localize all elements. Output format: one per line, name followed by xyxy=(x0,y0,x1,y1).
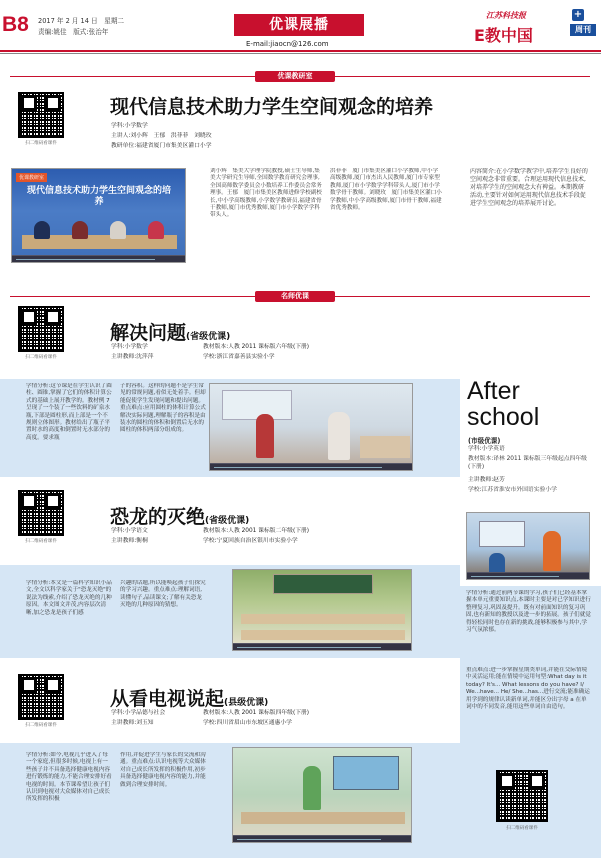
article2-school: 学校:浙江省嘉善县实验小学 xyxy=(203,354,275,360)
article4-textbook: 教材版本:人教 2001 课标版四年级(下册) xyxy=(203,710,310,716)
article4-school: 学校:四川省眉山市东坡区通惠小学 xyxy=(203,720,292,726)
article4-photo[interactable] xyxy=(232,747,412,843)
article4-analysis2: 作用,并促进学生与家长的交流和沟通。重点难点:认识电视等大众媒体对自己成长所发挥的积极作用,初步具备选择健康电视内容的能力,并能做到合理安排时间。 xyxy=(120,752,206,788)
masthead-rule-thin xyxy=(0,53,601,54)
article5-subject: 学科:小学英语 xyxy=(468,446,505,452)
article5-title-line2: school xyxy=(467,403,540,431)
teacher-figure xyxy=(303,766,321,810)
qr-code-article5[interactable] xyxy=(496,770,548,822)
article5-teacher: 主讲教师:赵芳 xyxy=(468,477,505,483)
article2-analysis2: 子的容积。这样的问题不是学生常见的常规问题,看似无处着手。但却能促使学生发现问题和提出问题。重点难点:应用圆柱的体积计算公式解决实际问题,理解瓶子的容积是由装水的圆柱的体积和倒置后无水的圆柱的体积两部分组成的。 xyxy=(120,383,206,434)
section-label-excellent: 优课教研室 xyxy=(255,71,335,82)
video-controls[interactable] xyxy=(12,255,185,262)
article4-level: (县级优课) xyxy=(224,698,269,708)
person-4 xyxy=(148,221,164,239)
article2-teacher: 主讲教师:沈萍萍 xyxy=(111,354,154,360)
article5-analysis: 学情分析:通过前两节课的学习,孩子们已经基本掌握本单元重要知识点,本课时主要是对已学知识进行整理复习,巩固及提升。既有对前面知识的复习巩固,也有新知的教授以及进一步的拓展。孩子们就觉得轻松同时也存在新的挑战,能够积极参与其中,学习气氛浓郁。 xyxy=(466,590,591,634)
qr-caption: 扫二维码看课件 xyxy=(25,141,57,146)
qr-code-article1[interactable] xyxy=(18,92,64,138)
video-controls[interactable] xyxy=(233,835,411,842)
article3-teacher: 主讲教师:衡桐 xyxy=(111,538,148,544)
article5-analysis2: 重点难点:进一步掌握星期类单词,并能在交际情境中灵活运用;能在情境中运用句型:What day is it today? It's... What lessons do you have? I/ We...have... He/ She...has...进行交流;能准确运用学到的规律认读新单词,并能区分出字母 a 在单词中的不同发音,能用这些单词自由造句。 xyxy=(466,667,590,711)
desk-row xyxy=(360,436,410,458)
email: E-mail:jiaocn@126.com xyxy=(246,40,329,48)
student-figure xyxy=(256,414,274,458)
article4-title xyxy=(110,684,268,711)
article1-bio1: 刘小辉 集美大学理学院教授,硕士生导师,集美大学研究生导师,全国数学教育研究会理事,全国高师数学委员会小数培养工作委员会常务理事。王郁 厦门市集美区教师进修学校副校长,中小学高级教师,小学数学教研员,福建省骨干教师,厦门市优秀教师,厦门市小学数学学科带头人。 xyxy=(210,168,322,219)
article2-title-text: 解决问题 xyxy=(110,322,187,344)
article3-level: (省级优课) xyxy=(205,516,250,526)
qr-caption: 扫二维码看课件 xyxy=(25,723,57,728)
article3-subject: 学科:小学语文 xyxy=(111,528,148,534)
article1-title: 现代信息技术助力学生空间观念的培养 xyxy=(110,96,434,118)
column-title: 优课展播 xyxy=(234,14,364,36)
teacher-figure xyxy=(543,531,561,571)
qr-code-article3[interactable] xyxy=(18,490,64,536)
article3-title-text: 恐龙的灭绝 xyxy=(110,506,206,528)
section-label-famous: 名师优课 xyxy=(255,291,335,302)
qr-caption: 扫二维码看课件 xyxy=(506,826,538,831)
page-number: B8 xyxy=(2,13,29,36)
article2-level: (省级优课) xyxy=(186,332,231,342)
classroom-board xyxy=(222,390,292,420)
article3-photo[interactable] xyxy=(232,569,412,651)
brand-main: E教中国 xyxy=(474,26,533,45)
desk-row xyxy=(241,630,405,640)
article2-analysis: 学情分析:这节课是在学生认识了圆柱、圆锥,掌握了它们的体积计算公式的基础上展开教学的。教材例 7 呈现了一个装了一些饮料的矿泉水瓶,下部是圆柱形,而上部是一个不规则立体图形。教材给出了瓶子平置时水的高度和倒置时无水部分的高度。要求瓶 xyxy=(26,383,112,441)
article4-analysis: 学情分析:如今,电视几乎进入了每一个家庭,但很多时候,电视上有一些孩子并不具备选择健康电视内容进行锻炼的能力,不能合理安排好看电视的时间。本节课希望让孩子们认识到电视对大众媒体对自己成长所发挥的积极 xyxy=(26,752,112,803)
article1-bio2: 洪菲菲 厦门市集美区灌口小学教师,中小学高级教师,厦门市杰出人民教师,厦门市专家型教师,厦门市小学数学学科带头人,厦门市小学数学骨干教师。刘晓玫 厦门市集美区灌口小学教师,中小学高级教师,厦门市骨干教师,福建省优秀教师。 xyxy=(330,168,442,212)
article1-intro: 内容简介:在小学数学教学中,培养学生良好的空间观念非常重要。合理运用现代信息技术,对培养学生的空间观念大有裨益。本期教研活动,主要针对如何运用现代信息技术手段促进学生空间观念的培养展开讨论。 xyxy=(470,168,588,207)
article3-analysis: 学情分析:本文是一篇科学知识小品文,全文以科学家关于"恐龙灭绝"的说法为线索,介绍了恐龙灭绝的几种原因。本文图文并茂,内容层次清晰,加之恐龙是孩子们感 xyxy=(26,580,112,616)
article5-textbook: 教材版本:译林 2011 课标版三年级起点四年级(下册) xyxy=(468,456,587,470)
article2-title xyxy=(110,318,230,345)
person-2 xyxy=(72,221,88,239)
teacher-figure xyxy=(328,412,350,460)
masthead xyxy=(0,0,601,56)
article5-school: 学校:江苏省淮安市外国语实验小学 xyxy=(468,487,557,493)
article5-level: (市级优课) xyxy=(468,437,501,445)
classroom-board xyxy=(273,574,373,594)
qr-caption: 扫二维码看课件 xyxy=(25,539,57,544)
qr-code-article2[interactable] xyxy=(18,306,64,352)
qr-caption: 扫二维码看课件 xyxy=(25,355,57,360)
video-badge: 优课教研室 xyxy=(16,173,47,182)
article2-textbook: 教材版本:人教 2011 课标版六年级(下册) xyxy=(203,344,310,350)
issue-date: 2017 年 2 月 14 日 星期二 xyxy=(38,17,125,25)
article1-unit: 教研单位:福建省厦门市集美区灌口小学 xyxy=(111,143,212,149)
brand-top: 江苏科技报 xyxy=(486,10,526,20)
article4-title-text: 从看电视说起 xyxy=(110,688,225,710)
article3-textbook: 教材版本:人教 2001 课标版二年级(下册) xyxy=(203,528,310,534)
article3-title xyxy=(110,502,249,529)
article3-school: 学校:宁夏回族自治区银川市实验小学 xyxy=(203,538,298,544)
article1-video[interactable] xyxy=(11,168,186,263)
person-3 xyxy=(110,221,126,239)
article5-title-line1: After xyxy=(467,377,520,405)
article5-photo[interactable] xyxy=(466,512,590,580)
brand-logo-icon: + xyxy=(573,9,583,20)
article1-subject: 学科:小学数学 xyxy=(111,123,148,129)
article4-teacher: 主讲教师:刘玉知 xyxy=(111,720,154,726)
brand-week: 周刊 xyxy=(570,24,596,36)
video-title: 现代信息技术助力学生空间观念的培养 xyxy=(26,186,171,207)
article1-speakers: 主讲人:刘小辉 王郁 洪菲菲 刘晓玫 xyxy=(111,133,212,139)
article2-photo[interactable] xyxy=(209,383,413,471)
article2-subject: 学科:小学数学 xyxy=(111,344,148,350)
video-controls[interactable] xyxy=(467,572,589,579)
editors: 责编:姚佳 版式:张治年 xyxy=(38,28,109,36)
desk-row xyxy=(241,812,405,824)
article4-subject: 学科:小学品德与社会 xyxy=(111,710,166,716)
board-screen xyxy=(333,756,399,790)
person-1 xyxy=(34,221,50,239)
qr-code-article4[interactable] xyxy=(18,674,64,720)
masthead-rule xyxy=(0,50,601,52)
desk-row xyxy=(241,614,405,624)
article3-analysis2: 兴趣的话题,所以能唤起孩子们探究的学习兴趣。重点难点:理解词语,读懂句子,品读课文;了解有关恐龙灭绝的几种原因的猜想。 xyxy=(120,580,206,609)
video-controls[interactable] xyxy=(210,463,412,470)
video-controls[interactable] xyxy=(233,643,411,650)
board-screen xyxy=(479,521,525,547)
